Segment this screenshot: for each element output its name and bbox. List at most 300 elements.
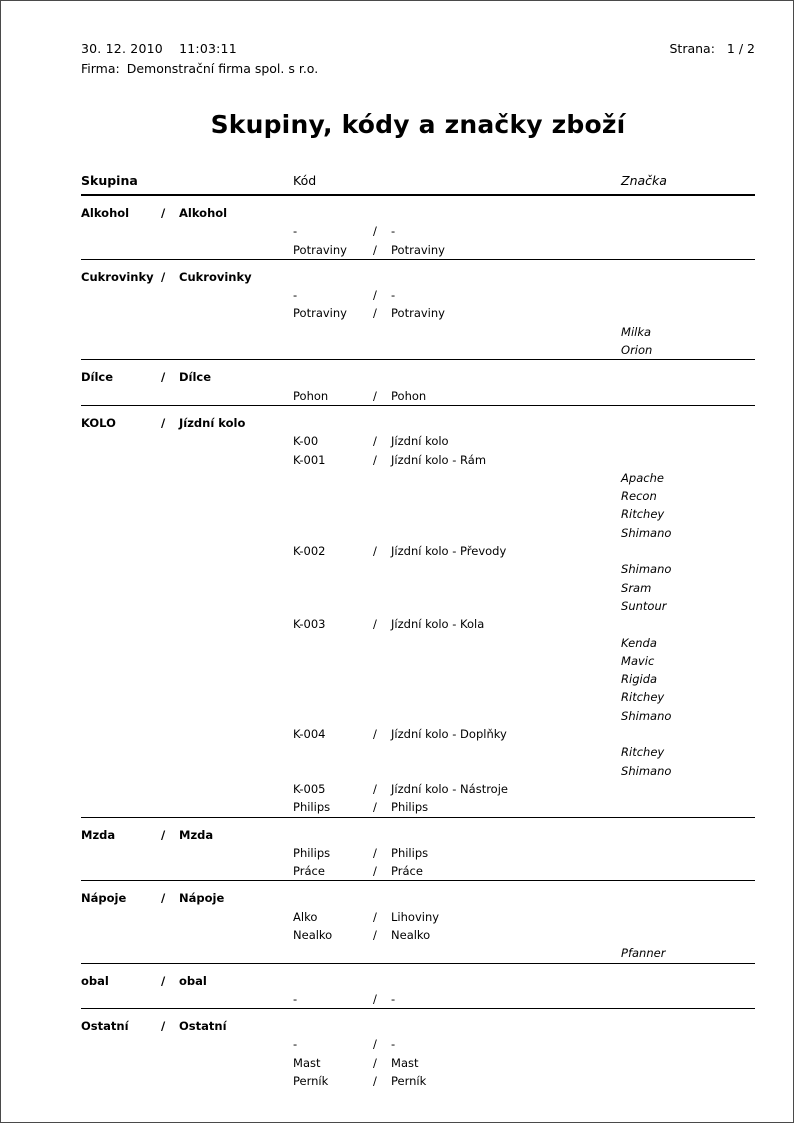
group-description: Mzda	[179, 827, 214, 842]
row-code-description: Lihoviny	[391, 909, 440, 924]
table-row	[81, 487, 755, 505]
row-slash-pad	[161, 1035, 179, 1053]
row-code-description: Perník	[391, 1074, 427, 1089]
row-slash-pad	[161, 798, 179, 817]
row-code-slash: /	[373, 991, 377, 1006]
row-code-slash: /	[373, 781, 377, 796]
row-slash-pad	[161, 451, 179, 469]
group-code-pad	[293, 260, 373, 286]
row-slash-pad	[161, 1054, 179, 1072]
row-brand	[621, 304, 755, 322]
firm-name: Demonstrační firma spol. s r.o.	[126, 61, 319, 76]
group-slash: /	[161, 269, 166, 284]
header-top-row	[81, 41, 755, 56]
row-code-slash	[373, 634, 391, 652]
row-group-pad	[81, 286, 161, 304]
group-description: obal	[179, 973, 207, 988]
row-code-description: Potraviny	[391, 306, 445, 321]
group-code-desc-pad	[391, 260, 621, 286]
row-slash-pad	[161, 862, 179, 881]
row-desc-pad	[179, 615, 293, 633]
table-row	[81, 652, 755, 670]
row-group-pad	[81, 615, 161, 633]
row-group-pad	[81, 597, 161, 615]
group-code-desc-pad	[391, 964, 621, 990]
row-slash-pad	[161, 597, 179, 615]
row-brand: Suntour	[621, 598, 667, 613]
row-group-pad	[81, 780, 161, 798]
row-code-description: Mast	[391, 1055, 419, 1070]
row-group-pad	[81, 634, 161, 652]
row-group-pad	[81, 542, 161, 560]
group-code-pad	[293, 964, 373, 990]
table-row	[81, 560, 755, 578]
row-code-description	[391, 487, 621, 505]
column-header-skupina: Skupina	[81, 173, 138, 188]
row-code-description	[391, 743, 621, 761]
row-group-pad	[81, 579, 161, 597]
row-code: Pohon	[293, 388, 329, 403]
row-code-slash: /	[373, 306, 377, 321]
firm-label: Firma:	[81, 61, 120, 76]
row-brand	[621, 1054, 755, 1072]
row-code	[293, 688, 373, 706]
table-row	[81, 579, 755, 597]
row-desc-pad	[179, 926, 293, 944]
group-code-pad	[293, 406, 373, 432]
firm-line	[81, 61, 755, 76]
row-group-pad	[81, 560, 161, 578]
row-brand	[621, 222, 755, 240]
row-desc-pad	[179, 222, 293, 240]
row-desc-pad	[179, 505, 293, 523]
row-desc-pad	[179, 743, 293, 761]
row-slash-pad	[161, 634, 179, 652]
row-brand	[621, 286, 755, 304]
group-code-slash-pad	[373, 406, 391, 432]
row-code	[293, 341, 373, 360]
row-brand: Rigida	[621, 672, 658, 687]
row-brand: Shimano	[621, 708, 672, 723]
row-code-description: -	[391, 991, 396, 1006]
row-code-slash	[373, 524, 391, 542]
row-slash-pad	[161, 341, 179, 360]
row-code-description	[391, 670, 621, 688]
row-slash-pad	[161, 990, 179, 1009]
print-datetime	[81, 41, 237, 56]
group-code-slash-pad	[373, 964, 391, 990]
group-description: Ostatní	[179, 1019, 227, 1034]
table-row	[81, 542, 755, 560]
group-code-pad	[293, 195, 373, 222]
row-group-pad	[81, 844, 161, 862]
row-code-slash: /	[373, 224, 377, 239]
row-slash-pad	[161, 707, 179, 725]
row-code	[293, 707, 373, 725]
group-code-slash-pad	[373, 195, 391, 222]
row-slash-pad	[161, 432, 179, 450]
row-slash-pad	[161, 241, 179, 260]
row-brand	[621, 926, 755, 944]
table-row	[81, 725, 755, 743]
group-name: Cukrovinky	[81, 269, 154, 284]
row-desc-pad	[179, 670, 293, 688]
page-label: Strana:	[669, 41, 715, 56]
row-code	[293, 469, 373, 487]
row-group-pad	[81, 387, 161, 406]
row-slash-pad	[161, 469, 179, 487]
row-code-slash: /	[373, 927, 377, 942]
row-slash-pad	[161, 304, 179, 322]
row-slash-pad	[161, 944, 179, 963]
group-code-desc-pad	[391, 818, 621, 844]
row-slash-pad	[161, 387, 179, 406]
table-row	[81, 1072, 755, 1090]
table-row	[81, 341, 755, 360]
row-brand: Apache	[621, 470, 664, 485]
row-code-slash	[373, 652, 391, 670]
group-slash: /	[161, 370, 166, 385]
group-code-desc-pad	[391, 1009, 621, 1035]
row-code-slash	[373, 487, 391, 505]
row-slash-pad	[161, 560, 179, 578]
row-desc-pad	[179, 798, 293, 817]
row-code-slash: /	[373, 727, 377, 742]
row-group-pad	[81, 1035, 161, 1053]
row-code-slash: /	[373, 909, 377, 924]
row-desc-pad	[179, 908, 293, 926]
row-brand: Kenda	[621, 635, 657, 650]
row-brand	[621, 432, 755, 450]
table-row	[81, 469, 755, 487]
group-description: Alkohol	[179, 206, 228, 220]
row-code-description: -	[391, 1037, 396, 1052]
row-group-pad	[81, 926, 161, 944]
row-code-slash	[373, 505, 391, 523]
row-slash-pad	[161, 487, 179, 505]
row-code-description	[391, 524, 621, 542]
row-code-description: -	[391, 224, 396, 239]
table-row	[81, 286, 755, 304]
row-desc-pad	[179, 844, 293, 862]
group-brand-pad	[621, 964, 755, 990]
row-code	[293, 743, 373, 761]
row-code: -	[293, 991, 298, 1006]
row-code-slash: /	[373, 452, 377, 467]
row-slash-pad	[161, 286, 179, 304]
row-code: Philips	[293, 800, 331, 815]
row-slash-pad	[161, 652, 179, 670]
row-desc-pad	[179, 560, 293, 578]
row-brand	[621, 990, 755, 1009]
row-desc-pad	[179, 579, 293, 597]
row-slash-pad	[161, 725, 179, 743]
row-desc-pad	[179, 524, 293, 542]
row-code-slash	[373, 469, 391, 487]
row-code: Nealko	[293, 927, 333, 942]
row-desc-pad	[179, 944, 293, 963]
row-group-pad	[81, 862, 161, 881]
row-code: K-001	[293, 452, 326, 467]
table-row	[81, 780, 755, 798]
row-slash-pad	[161, 542, 179, 560]
row-code: K-004	[293, 727, 326, 742]
table-header-row	[81, 173, 755, 194]
row-code: Práce	[293, 864, 325, 879]
row-desc-pad	[179, 286, 293, 304]
row-brand	[621, 241, 755, 260]
row-slash-pad	[161, 908, 179, 926]
group-slash: /	[161, 827, 166, 842]
group-name: KOLO	[81, 415, 116, 430]
row-code-description: Nealko	[391, 927, 431, 942]
row-group-pad	[81, 323, 161, 341]
row-slash-pad	[161, 579, 179, 597]
row-group-pad	[81, 944, 161, 963]
row-desc-pad	[179, 341, 293, 360]
row-code	[293, 670, 373, 688]
page-number: 1 / 2	[726, 41, 755, 56]
row-desc-pad	[179, 597, 293, 615]
row-code-description: Práce	[391, 864, 423, 879]
row-group-pad	[81, 743, 161, 761]
row-code: -	[293, 1037, 298, 1052]
row-group-pad	[81, 487, 161, 505]
row-code: -	[293, 224, 298, 239]
row-code-description	[391, 323, 621, 341]
report-table	[81, 173, 755, 1090]
row-code-slash	[373, 323, 391, 341]
row-code-description: Jízdní kolo	[391, 434, 449, 449]
row-brand	[621, 451, 755, 469]
group-brand-pad	[621, 406, 755, 432]
row-code	[293, 323, 373, 341]
page-indicator	[670, 41, 756, 56]
row-desc-pad	[179, 862, 293, 881]
row-code-slash: /	[373, 242, 377, 257]
row-desc-pad	[179, 652, 293, 670]
group-code-slash-pad	[373, 818, 391, 844]
group-row	[81, 195, 755, 222]
row-desc-pad	[179, 990, 293, 1009]
table-row	[81, 432, 755, 450]
table-body	[81, 195, 755, 1090]
group-code-slash-pad	[373, 360, 391, 386]
row-code	[293, 487, 373, 505]
table-row	[81, 304, 755, 322]
row-code	[293, 524, 373, 542]
row-brand: Sram	[621, 580, 652, 595]
row-code: K-005	[293, 781, 326, 796]
row-code-description: Philips	[391, 800, 429, 815]
group-row	[81, 360, 755, 386]
group-slash: /	[161, 1019, 166, 1034]
row-slash-pad	[161, 670, 179, 688]
row-code-slash: /	[373, 864, 377, 879]
group-brand-pad	[621, 360, 755, 386]
row-code-description	[391, 579, 621, 597]
group-row	[81, 881, 755, 907]
row-code: K-00	[293, 434, 319, 449]
row-code-slash	[373, 743, 391, 761]
table-row	[81, 798, 755, 817]
row-desc-pad	[179, 451, 293, 469]
row-desc-pad	[179, 304, 293, 322]
row-group-pad	[81, 469, 161, 487]
group-slash: /	[161, 973, 166, 988]
row-code	[293, 762, 373, 780]
row-code: Perník	[293, 1074, 329, 1089]
row-code-slash	[373, 762, 391, 780]
row-group-pad	[81, 798, 161, 817]
table-row	[81, 926, 755, 944]
row-code: Philips	[293, 845, 331, 860]
row-desc-pad	[179, 1072, 293, 1090]
row-code: Mast	[293, 1055, 321, 1070]
print-date: 30. 12. 2010	[81, 41, 163, 56]
row-group-pad	[81, 432, 161, 450]
group-code-desc-pad	[391, 881, 621, 907]
group-description: Jízdní kolo	[179, 415, 246, 430]
row-desc-pad	[179, 688, 293, 706]
row-desc-pad	[179, 487, 293, 505]
table-row	[81, 688, 755, 706]
table-row	[81, 241, 755, 260]
row-brand	[621, 844, 755, 862]
row-code-description	[391, 652, 621, 670]
group-slash: /	[161, 415, 166, 430]
row-slash-pad	[161, 926, 179, 944]
row-code-slash: /	[373, 617, 377, 632]
row-slash-pad	[161, 615, 179, 633]
row-code-description: Jízdní kolo - Doplňky	[391, 727, 507, 742]
table-row	[81, 323, 755, 341]
row-group-pad	[81, 524, 161, 542]
row-code: -	[293, 288, 298, 303]
row-group-pad	[81, 725, 161, 743]
row-slash-pad	[161, 762, 179, 780]
group-row	[81, 406, 755, 432]
row-code-slash: /	[373, 1037, 377, 1052]
row-code-description	[391, 634, 621, 652]
row-slash-pad	[161, 780, 179, 798]
row-code-slash	[373, 707, 391, 725]
row-group-pad	[81, 341, 161, 360]
row-brand: Shimano	[621, 525, 672, 540]
column-header-znacka: Značka	[621, 173, 667, 188]
group-code-slash-pad	[373, 1009, 391, 1035]
row-code-description: Jízdní kolo - Rám	[391, 452, 487, 467]
table-row	[81, 222, 755, 240]
row-desc-pad	[179, 432, 293, 450]
table-row	[81, 615, 755, 633]
row-code-description	[391, 944, 621, 963]
row-brand: Shimano	[621, 763, 672, 778]
group-code-slash-pad	[373, 881, 391, 907]
row-code: Potraviny	[293, 242, 347, 257]
group-code-desc-pad	[391, 406, 621, 432]
group-brand-pad	[621, 260, 755, 286]
row-brand	[621, 908, 755, 926]
row-slash-pad	[161, 688, 179, 706]
group-code-pad	[293, 818, 373, 844]
group-brand-pad	[621, 195, 755, 222]
row-brand: Mavic	[621, 653, 655, 668]
row-code-slash	[373, 579, 391, 597]
group-brand-pad	[621, 881, 755, 907]
row-code	[293, 505, 373, 523]
row-brand: Milka	[621, 324, 652, 339]
table-row	[81, 1035, 755, 1053]
row-code-slash: /	[373, 800, 377, 815]
table-row	[81, 707, 755, 725]
report-header	[81, 41, 755, 76]
row-desc-pad	[179, 241, 293, 260]
row-code-description: Jízdní kolo - Převody	[391, 544, 507, 559]
table-row	[81, 944, 755, 963]
group-name: Mzda	[81, 827, 116, 842]
group-brand-pad	[621, 1009, 755, 1035]
row-code-slash	[373, 341, 391, 360]
row-group-pad	[81, 670, 161, 688]
group-name: Ostatní	[81, 1019, 129, 1034]
row-code-slash	[373, 944, 391, 963]
row-code-description	[391, 469, 621, 487]
row-brand	[621, 1035, 755, 1053]
row-brand	[621, 725, 755, 743]
group-name: Dílce	[81, 370, 114, 385]
row-code-description	[391, 505, 621, 523]
row-group-pad	[81, 762, 161, 780]
row-code-slash	[373, 688, 391, 706]
row-brand: Pfanner	[621, 946, 666, 961]
table-row	[81, 908, 755, 926]
row-group-pad	[81, 1072, 161, 1090]
row-brand	[621, 615, 755, 633]
group-row	[81, 260, 755, 286]
group-description: Dílce	[179, 370, 212, 385]
table-row	[81, 670, 755, 688]
row-group-pad	[81, 652, 161, 670]
page-title: Skupiny, kódy a značky zboží	[210, 110, 626, 139]
table-row	[81, 844, 755, 862]
row-code-description	[391, 560, 621, 578]
group-code-slash-pad	[373, 260, 391, 286]
row-slash-pad	[161, 1072, 179, 1090]
row-brand	[621, 387, 755, 406]
row-desc-pad	[179, 707, 293, 725]
row-group-pad	[81, 451, 161, 469]
row-group-pad	[81, 707, 161, 725]
row-code-slash: /	[373, 1074, 377, 1089]
row-brand: Recon	[621, 489, 657, 504]
row-group-pad	[81, 222, 161, 240]
row-slash-pad	[161, 505, 179, 523]
row-code-slash	[373, 560, 391, 578]
table-row	[81, 634, 755, 652]
table-row	[81, 524, 755, 542]
row-desc-pad	[179, 1035, 293, 1053]
row-code-description: Pohon	[391, 388, 427, 403]
row-group-pad	[81, 688, 161, 706]
row-slash-pad	[161, 222, 179, 240]
row-brand	[621, 542, 755, 560]
report-content	[81, 41, 755, 1090]
row-desc-pad	[179, 323, 293, 341]
row-code-description: Potraviny	[391, 242, 445, 257]
row-desc-pad	[179, 780, 293, 798]
row-code-description: Philips	[391, 845, 429, 860]
